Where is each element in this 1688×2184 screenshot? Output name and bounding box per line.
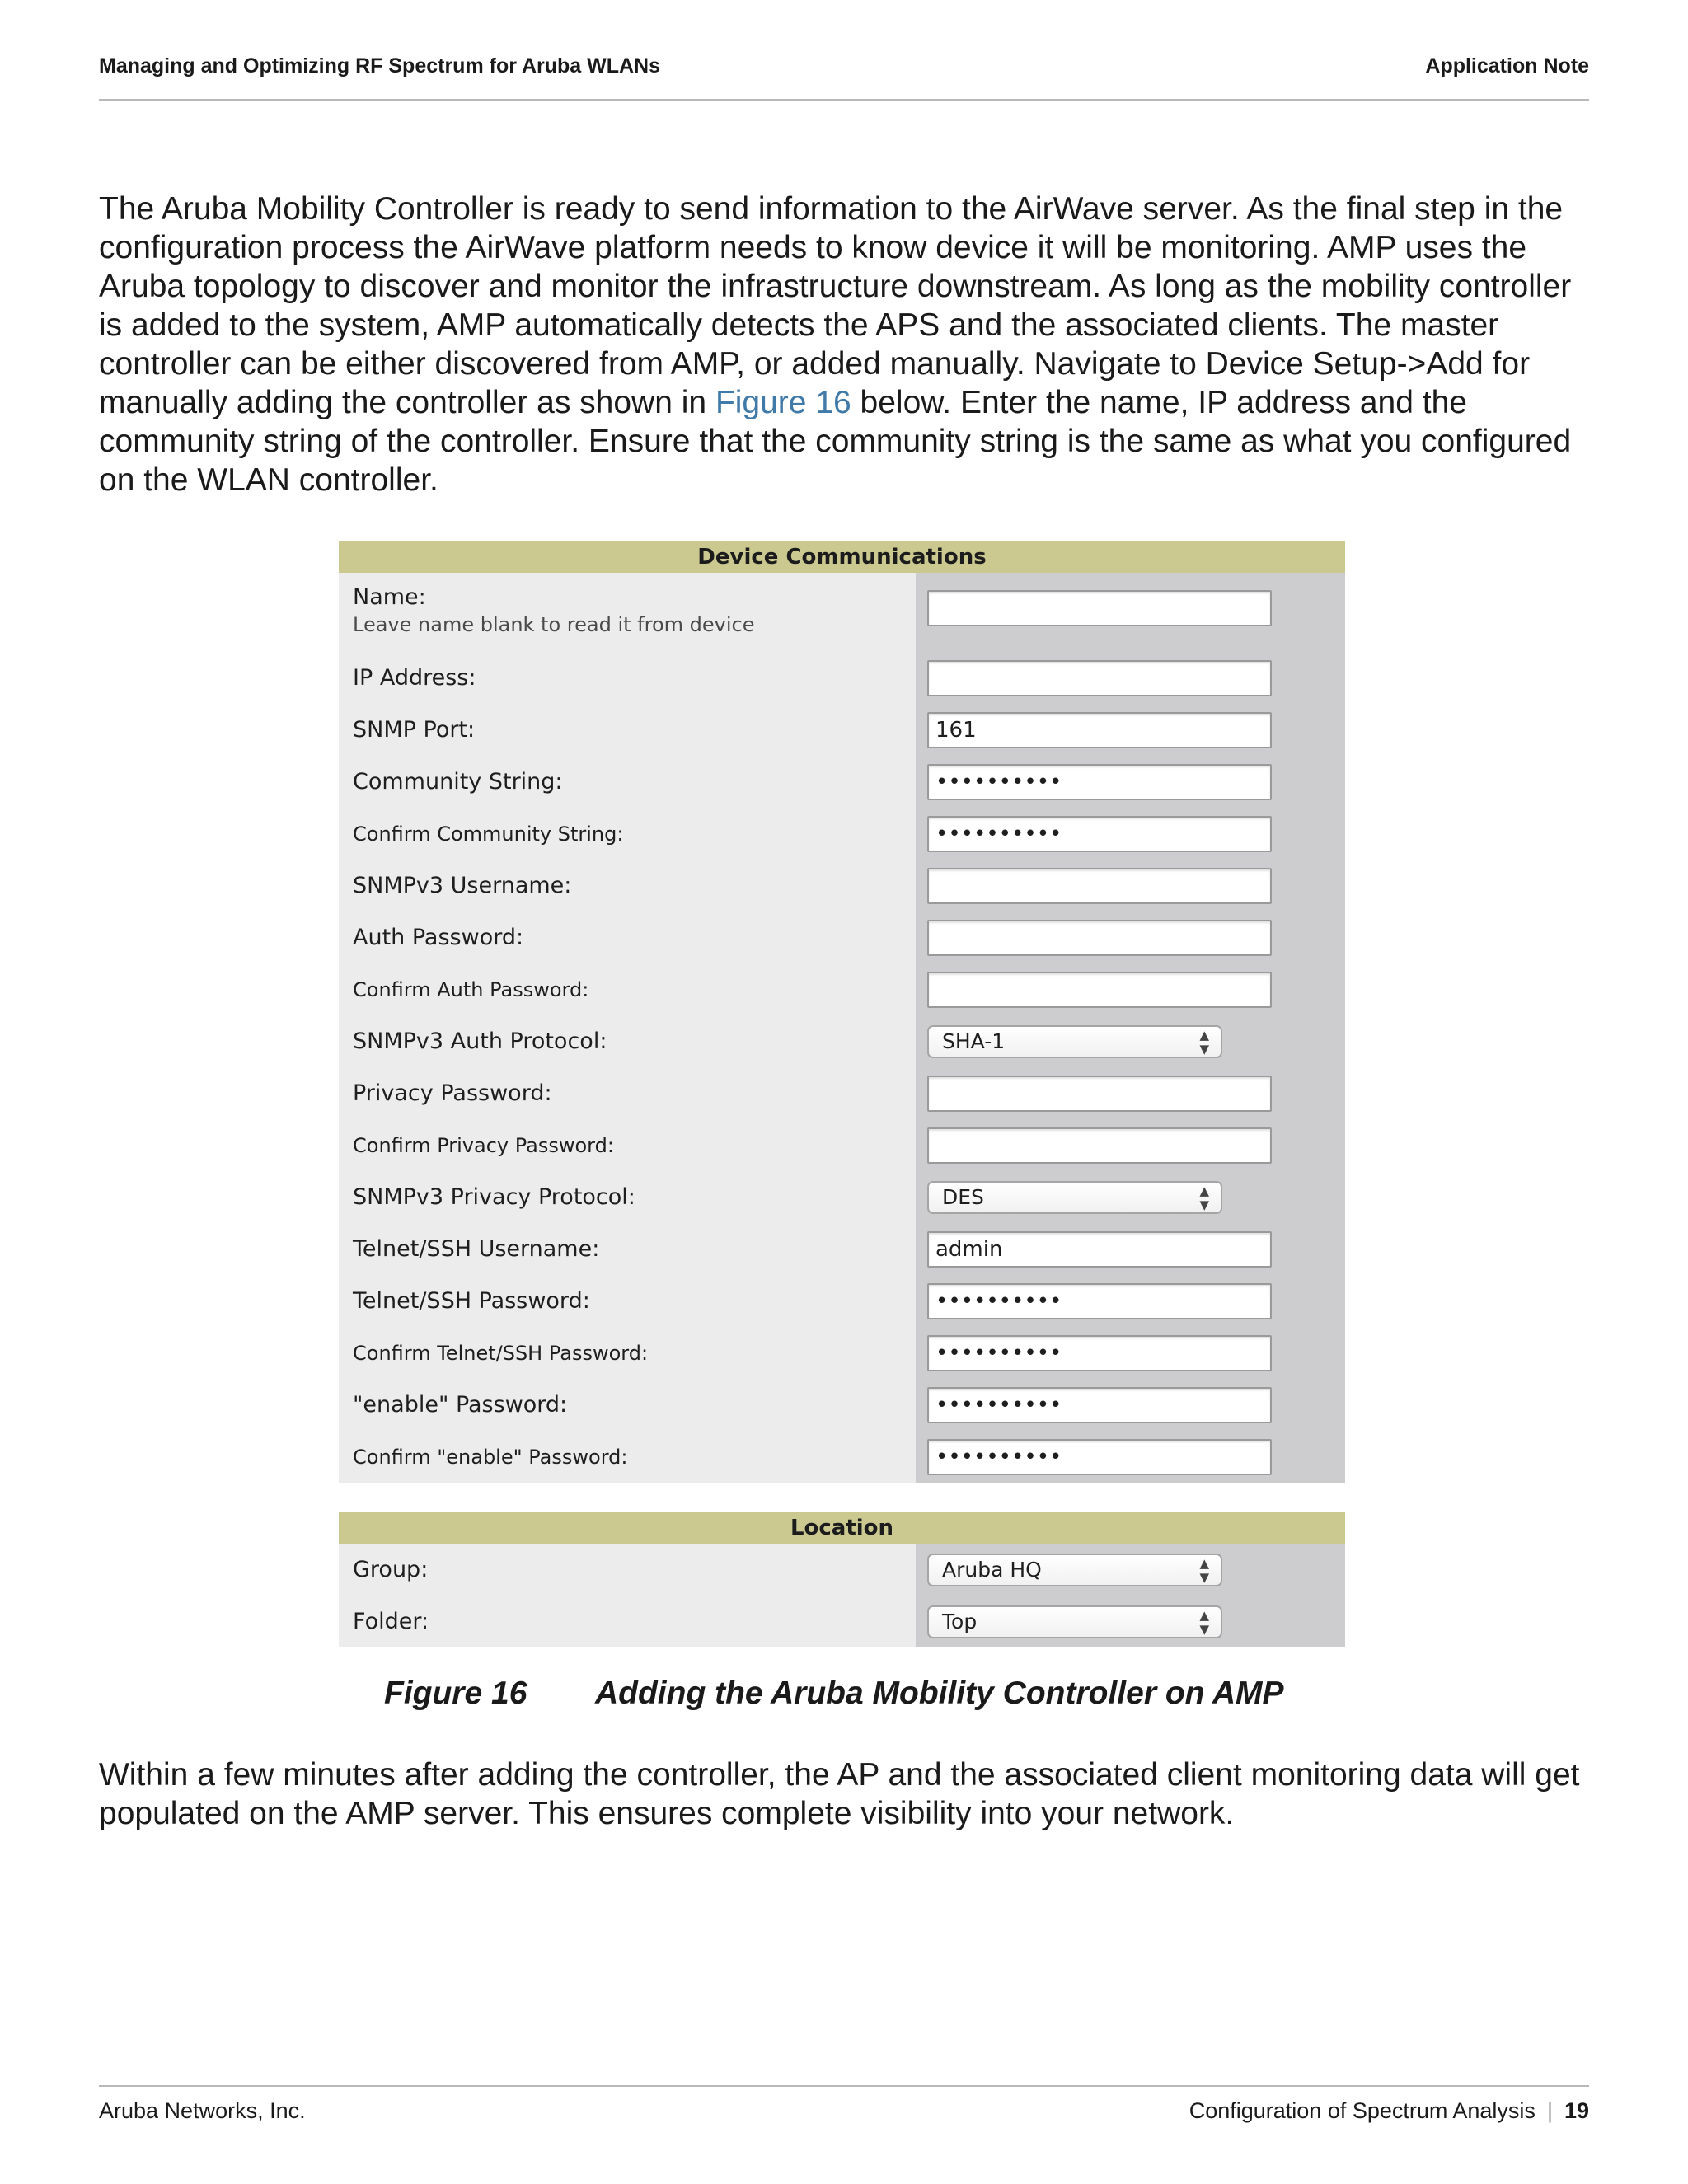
privacy-password-label: Privacy Password: (353, 1080, 552, 1106)
snmp-port-label: SNMP Port: (353, 717, 476, 743)
closing-paragraph: Within a few minutes after adding the controller, the AP and the associated client monitoring data will get populated on the AMP server. This ensures complete visibility into your network. (99, 1757, 1580, 1831)
enable-password-label: "enable" Password: (353, 1392, 568, 1418)
group-value: Aruba HQ (942, 1558, 1042, 1582)
page-number: 19 (1564, 2098, 1589, 2123)
telnet-ssh-username-input[interactable]: admin (927, 1231, 1272, 1268)
confirm-privacy-password-label: Confirm Privacy Password: (353, 1134, 614, 1157)
confirm-enable-password-input[interactable]: •••••••••• (927, 1439, 1272, 1475)
intro-text-end: below. Enter the name, IP address and the community string of the controller. Ensure that the community string is the same as what you configured on the WLAN controller. (99, 385, 1572, 498)
figure-number: Figure 16 (384, 1675, 528, 1711)
auth-password-input[interactable] (927, 920, 1272, 956)
community-string-label: Community String: (353, 769, 563, 794)
ip-address-input[interactable] (927, 660, 1272, 696)
figure-title: Adding the Aruba Mobility Controller on AMP (595, 1675, 1284, 1711)
group-select[interactable] (927, 1554, 1222, 1586)
folder-label: Folder: (353, 1609, 429, 1634)
confirm-enable-password-label: Confirm "enable" Password: (353, 1446, 628, 1469)
confirm-telnet-ssh-password-input[interactable]: •••••••••• (927, 1335, 1272, 1371)
telnet-ssh-password-input[interactable]: •••••••••• (927, 1283, 1272, 1319)
snmpv3-privacy-protocol-label: SNMPv3 Privacy Protocol: (353, 1184, 635, 1210)
footer-company: Aruba Networks, Inc. (99, 2098, 306, 2123)
snmpv3-username-label: SNMPv3 Username: (353, 873, 572, 898)
confirm-privacy-password-input[interactable] (927, 1127, 1272, 1164)
snmpv3-auth-protocol-label: SNMPv3 Auth Protocol: (353, 1029, 607, 1054)
select-arrows-icon: ▲ ▼ (1199, 1556, 1209, 1585)
name-label: Name: Leave name blank to read it from device (353, 584, 755, 636)
page-footer (99, 2085, 1589, 2136)
enable-password-input[interactable]: •••••••••• (927, 1387, 1272, 1423)
telnet-ssh-username-label: Telnet/SSH Username: (353, 1236, 600, 1262)
footer-separator: | (1546, 2098, 1553, 2123)
figure-16-link[interactable]: Figure 16 (715, 385, 851, 420)
telnet-ssh-password-label: Telnet/SSH Password: (353, 1288, 590, 1314)
location-title: Location (339, 1512, 1345, 1544)
device-communications-panel (339, 541, 1345, 1483)
intro-text-start: The Aruba Mobility Controller is ready to send information to the AirWave server. As the final step in the configuration process the AirWave platform needs to know device it will be monitoring. AMP uses the Aruba topology to discover and monitor the infrastructure downstream. As long as the mobility controller is added to the system, AMP automatically detects the APS and the associated clients. The master controller can be either discovered from AMP, or added manually. Navigate to Device Setup->Add for manually adding the controller as shown in (99, 191, 1572, 420)
group-label: Group: (353, 1557, 429, 1582)
select-arrows-icon: ▲ ▼ (1199, 1183, 1209, 1212)
confirm-auth-password-label: Confirm Auth Password: (353, 978, 589, 1001)
confirm-telnet-ssh-password-label: Confirm Telnet/SSH Password: (353, 1342, 649, 1365)
ip-address-label: IP Address: (353, 665, 476, 691)
select-arrows-icon: ▲ ▼ (1199, 1028, 1209, 1057)
snmpv3-privacy-protocol-select[interactable] (927, 1181, 1222, 1214)
footer-right (1189, 2098, 1589, 2124)
name-hint: Leave name blank to read it from device (353, 613, 755, 636)
confirm-auth-password-input[interactable] (927, 972, 1272, 1008)
snmpv3-auth-protocol-select[interactable] (927, 1025, 1222, 1058)
device-communications-title: Device Communications (339, 541, 1345, 573)
header-doc-type: Application Note (1425, 54, 1589, 77)
folder-value: Top (942, 1610, 978, 1633)
confirm-community-string-label: Confirm Community String: (353, 823, 624, 846)
intro-paragraph (99, 190, 1599, 499)
page-header (99, 51, 1589, 101)
privacy-password-input[interactable] (927, 1076, 1272, 1112)
auth-password-label: Auth Password: (353, 925, 524, 950)
snmpv3-username-input[interactable] (927, 868, 1272, 904)
header-title: Managing and Optimizing RF Spectrum for Aruba WLANs (99, 54, 661, 77)
community-string-input[interactable]: •••••••••• (927, 764, 1272, 800)
confirm-community-string-input[interactable]: •••••••••• (927, 816, 1272, 852)
auth-protocol-value: SHA-1 (942, 1029, 1006, 1053)
privacy-protocol-value: DES (942, 1185, 984, 1209)
name-input[interactable] (927, 590, 1272, 626)
snmp-port-input[interactable]: 161 (927, 712, 1272, 748)
select-arrows-icon: ▲ ▼ (1199, 1608, 1209, 1637)
footer-section: Configuration of Spectrum Analysis (1189, 2098, 1536, 2123)
location-panel (339, 1512, 1345, 1647)
folder-select[interactable] (927, 1605, 1222, 1638)
